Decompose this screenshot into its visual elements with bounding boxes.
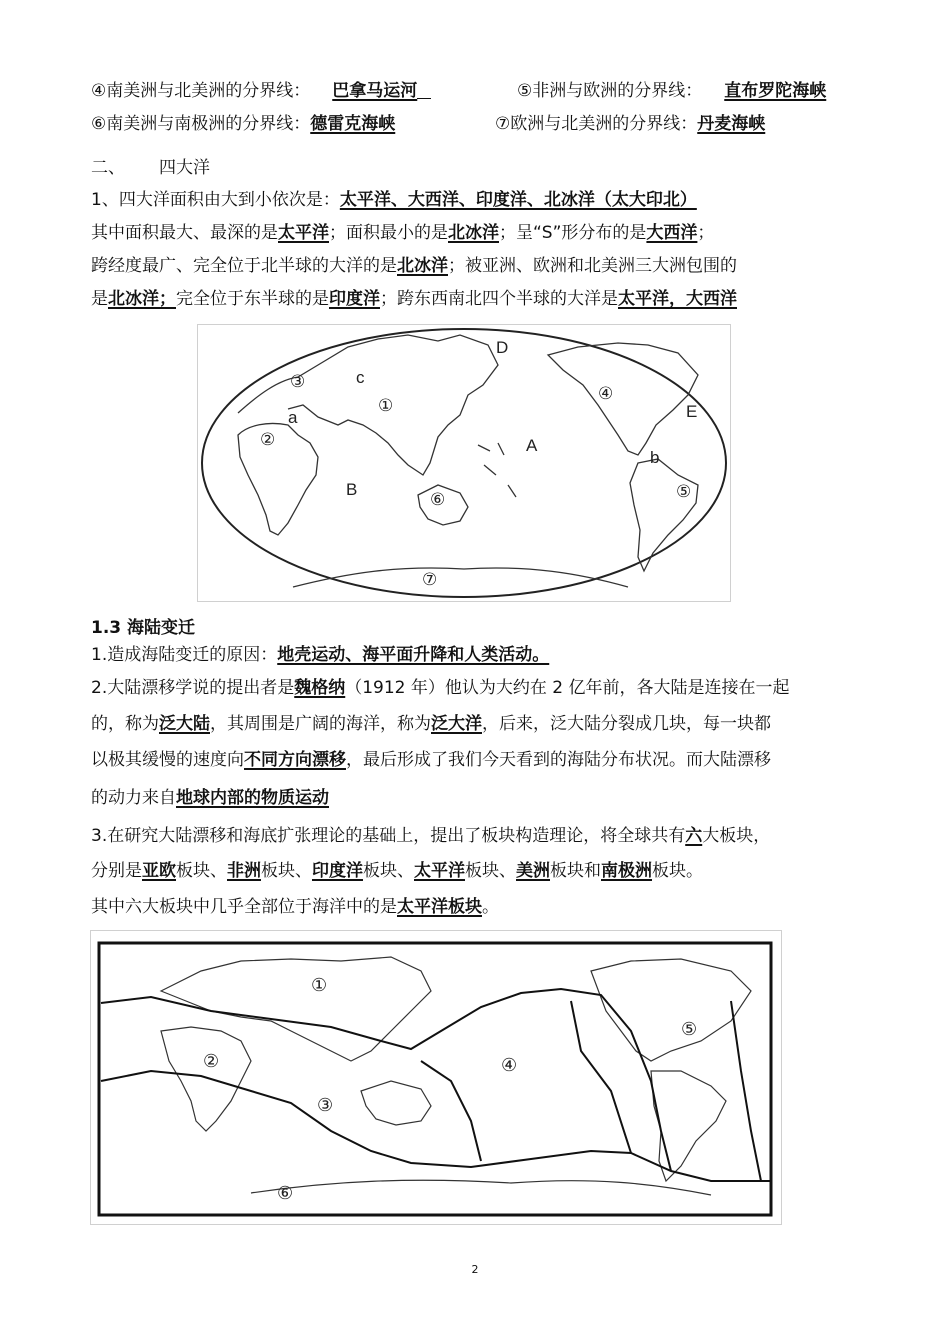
s13-q4: [91, 896, 499, 918]
south-america-coast: [630, 459, 698, 571]
map2-label-3: ③: [317, 1095, 334, 1115]
north-america-coast: [548, 343, 698, 455]
world-ocean-map: [197, 324, 731, 602]
boundary-row-2: [91, 113, 395, 135]
text: 其中六大板块中几乎全部位于海洋中的是: [91, 897, 397, 917]
text: 1.造成海陆变迁的原因：: [91, 645, 278, 665]
text: 完全位于东半球的是: [176, 289, 329, 309]
section-title: 四大洋: [159, 158, 210, 178]
text: ，其周围是广阔的海洋，称为: [210, 714, 431, 734]
boundary-4-label: ④南美洲与北美洲的分界线：: [91, 81, 311, 101]
map1-label-a: a: [288, 408, 298, 427]
islands: [478, 443, 516, 497]
answer: 地球内部的物质运动: [176, 788, 329, 808]
africa-coast: [238, 423, 318, 535]
answer: 不同方向漂移: [244, 750, 346, 770]
map1-label-D: D: [496, 338, 509, 357]
answer: 北冰洋；: [108, 289, 176, 309]
text: 是: [91, 289, 108, 309]
plate-tectonics-map-svg: [91, 931, 781, 1224]
answer: 非洲: [227, 861, 261, 881]
map1-label-B: B: [346, 480, 358, 499]
text: 的，称为: [91, 714, 159, 734]
text: ；呈“S”形分布的是: [499, 223, 647, 243]
oceans-p2: [91, 222, 714, 244]
text: 2.大陆漂移学说的提出者是: [91, 678, 295, 698]
s13-q2-line4: [91, 787, 329, 809]
answer: 北冰洋: [448, 223, 499, 243]
oceans-p1-text: 1、四大洋面积由大到小依次是：: [91, 190, 340, 210]
section-number: 二、: [91, 158, 125, 178]
text: 其中面积最大、最深的是: [91, 223, 278, 243]
antarctica-outline: [251, 1180, 711, 1195]
section-13-title: 1.3 海陆变迁: [91, 618, 196, 638]
answer: 大西洋: [646, 223, 698, 243]
map2-frame: [99, 943, 771, 1215]
answer: 美洲: [516, 861, 550, 881]
map1-label-5: ⑤: [676, 482, 692, 501]
map1-label-3: ③: [290, 372, 306, 391]
page-number: 2: [471, 1263, 479, 1276]
s13-q1: [91, 644, 549, 666]
map2-label-5: ⑤: [681, 1019, 698, 1039]
north-america-outline: [591, 959, 751, 1061]
map2-label-6: ⑥: [277, 1183, 294, 1203]
plate-tectonics-map: [90, 930, 782, 1225]
australia-outline: [361, 1081, 431, 1125]
answer: 六: [685, 826, 703, 846]
answer: 印度洋: [329, 289, 380, 309]
answer: 太平洋，大西洋: [618, 289, 737, 309]
boundary-6-answer: 德雷克海峡: [310, 114, 396, 134]
south-america-outline: [651, 1071, 726, 1181]
s13-q3-line1: [91, 825, 770, 847]
text: 板块、: [363, 861, 414, 881]
text: 板块、: [176, 861, 227, 881]
answer: 魏格纳: [294, 678, 346, 698]
s13-q2-line1: [91, 677, 790, 699]
text: ，最后形成了我们今天看到的海陆分布状况。而大陆漂移: [346, 750, 771, 770]
answer: 泛大洋: [431, 714, 482, 734]
map1-label-E: E: [686, 402, 698, 421]
answer: 亚欧: [142, 861, 176, 881]
answer: 太平洋: [414, 861, 465, 881]
boundary-4-answer: 巴拿马运河: [332, 81, 418, 101]
text: 板块、: [465, 861, 516, 881]
text: ；被亚洲、欧洲和北美洲三大洲包围的: [448, 256, 737, 276]
answer: 太平洋板块: [397, 897, 482, 917]
oceans-p1-answer: 太平洋、大西洋、印度洋、北冰洋（太大印北）: [339, 190, 697, 210]
map2-label-1: ①: [311, 975, 328, 995]
s13-q2-line2: [91, 713, 771, 735]
oceans-p4: [91, 288, 737, 310]
text: 板块、: [261, 861, 312, 881]
boundary-5-answer: 直布罗陀海峡: [724, 81, 827, 101]
boundary-5-label: ⑤非洲与欧洲的分界线：: [517, 81, 703, 101]
plate-boundary-north: [101, 989, 671, 1171]
boundary-row-1: [91, 80, 431, 102]
text: ；跨东西南北四个半球的大洋是: [380, 289, 618, 309]
map1-label-4: ④: [598, 384, 614, 403]
s13-q3-line2: [91, 860, 703, 882]
boundary-row-2b: [495, 113, 765, 135]
plate-boundary-ridge: [421, 1001, 761, 1181]
world-ocean-map-svg: [198, 325, 730, 601]
text: 的动力来自: [91, 788, 176, 808]
text: 分别是: [91, 861, 142, 881]
text: 以极其缓慢的速度向: [91, 750, 244, 770]
map1-label-b: b: [650, 448, 660, 467]
s13-q2-line3: [91, 749, 771, 771]
text: （1912 年）他认为大约在 2 亿年前，各大陆是连接在一起: [345, 678, 790, 698]
boundary-7-label: ⑦欧洲与北美洲的分界线：: [495, 114, 698, 134]
boundary-row-1b: [517, 80, 826, 102]
map-outline: [202, 329, 726, 597]
answer: 太平洋: [278, 223, 329, 243]
africa-outline: [161, 1027, 251, 1131]
eurasia-coast: [238, 335, 498, 475]
map1-label-7: ⑦: [422, 570, 438, 589]
map1-label-6: ⑥: [430, 490, 446, 509]
text: 大板块，: [702, 826, 771, 846]
map1-label-c: c: [356, 368, 365, 387]
answer: 地壳运动、海平面升降和人类活动。: [277, 645, 550, 665]
text: ，后来，泛大陆分裂成几块，每一块都: [482, 714, 771, 734]
map1-label-1: ①: [378, 396, 394, 415]
answer: 南极洲: [601, 861, 652, 881]
oceans-p3: [91, 255, 737, 277]
map1-label-2: ②: [260, 430, 276, 449]
text: 板块和: [550, 861, 601, 881]
text: 。: [482, 897, 499, 917]
text: ；面积最小的是: [329, 223, 448, 243]
text: 跨经度最广、完全位于北半球的大洋的是: [91, 256, 397, 276]
map1-label-A: A: [526, 436, 538, 455]
boundary-7-answer: 丹麦海峡: [697, 114, 766, 134]
text: ；: [697, 223, 715, 243]
section-heading-1-3: [91, 617, 195, 639]
section-heading-oceans: [91, 157, 210, 179]
map2-label-4: ④: [501, 1055, 518, 1075]
answer: 北冰洋: [397, 256, 448, 276]
text: 3.在研究大陆漂移和海底扩张理论的基础上，提出了板块构造理论，将全球共有: [91, 826, 686, 846]
map2-label-2: ②: [203, 1051, 220, 1071]
boundary-6-label: ⑥南美洲与南极洲的分界线：: [91, 114, 311, 134]
text: 板块。: [652, 861, 703, 881]
oceans-p1: [91, 189, 697, 211]
answer: 印度洋: [312, 861, 363, 881]
answer: 泛大陆: [159, 714, 210, 734]
